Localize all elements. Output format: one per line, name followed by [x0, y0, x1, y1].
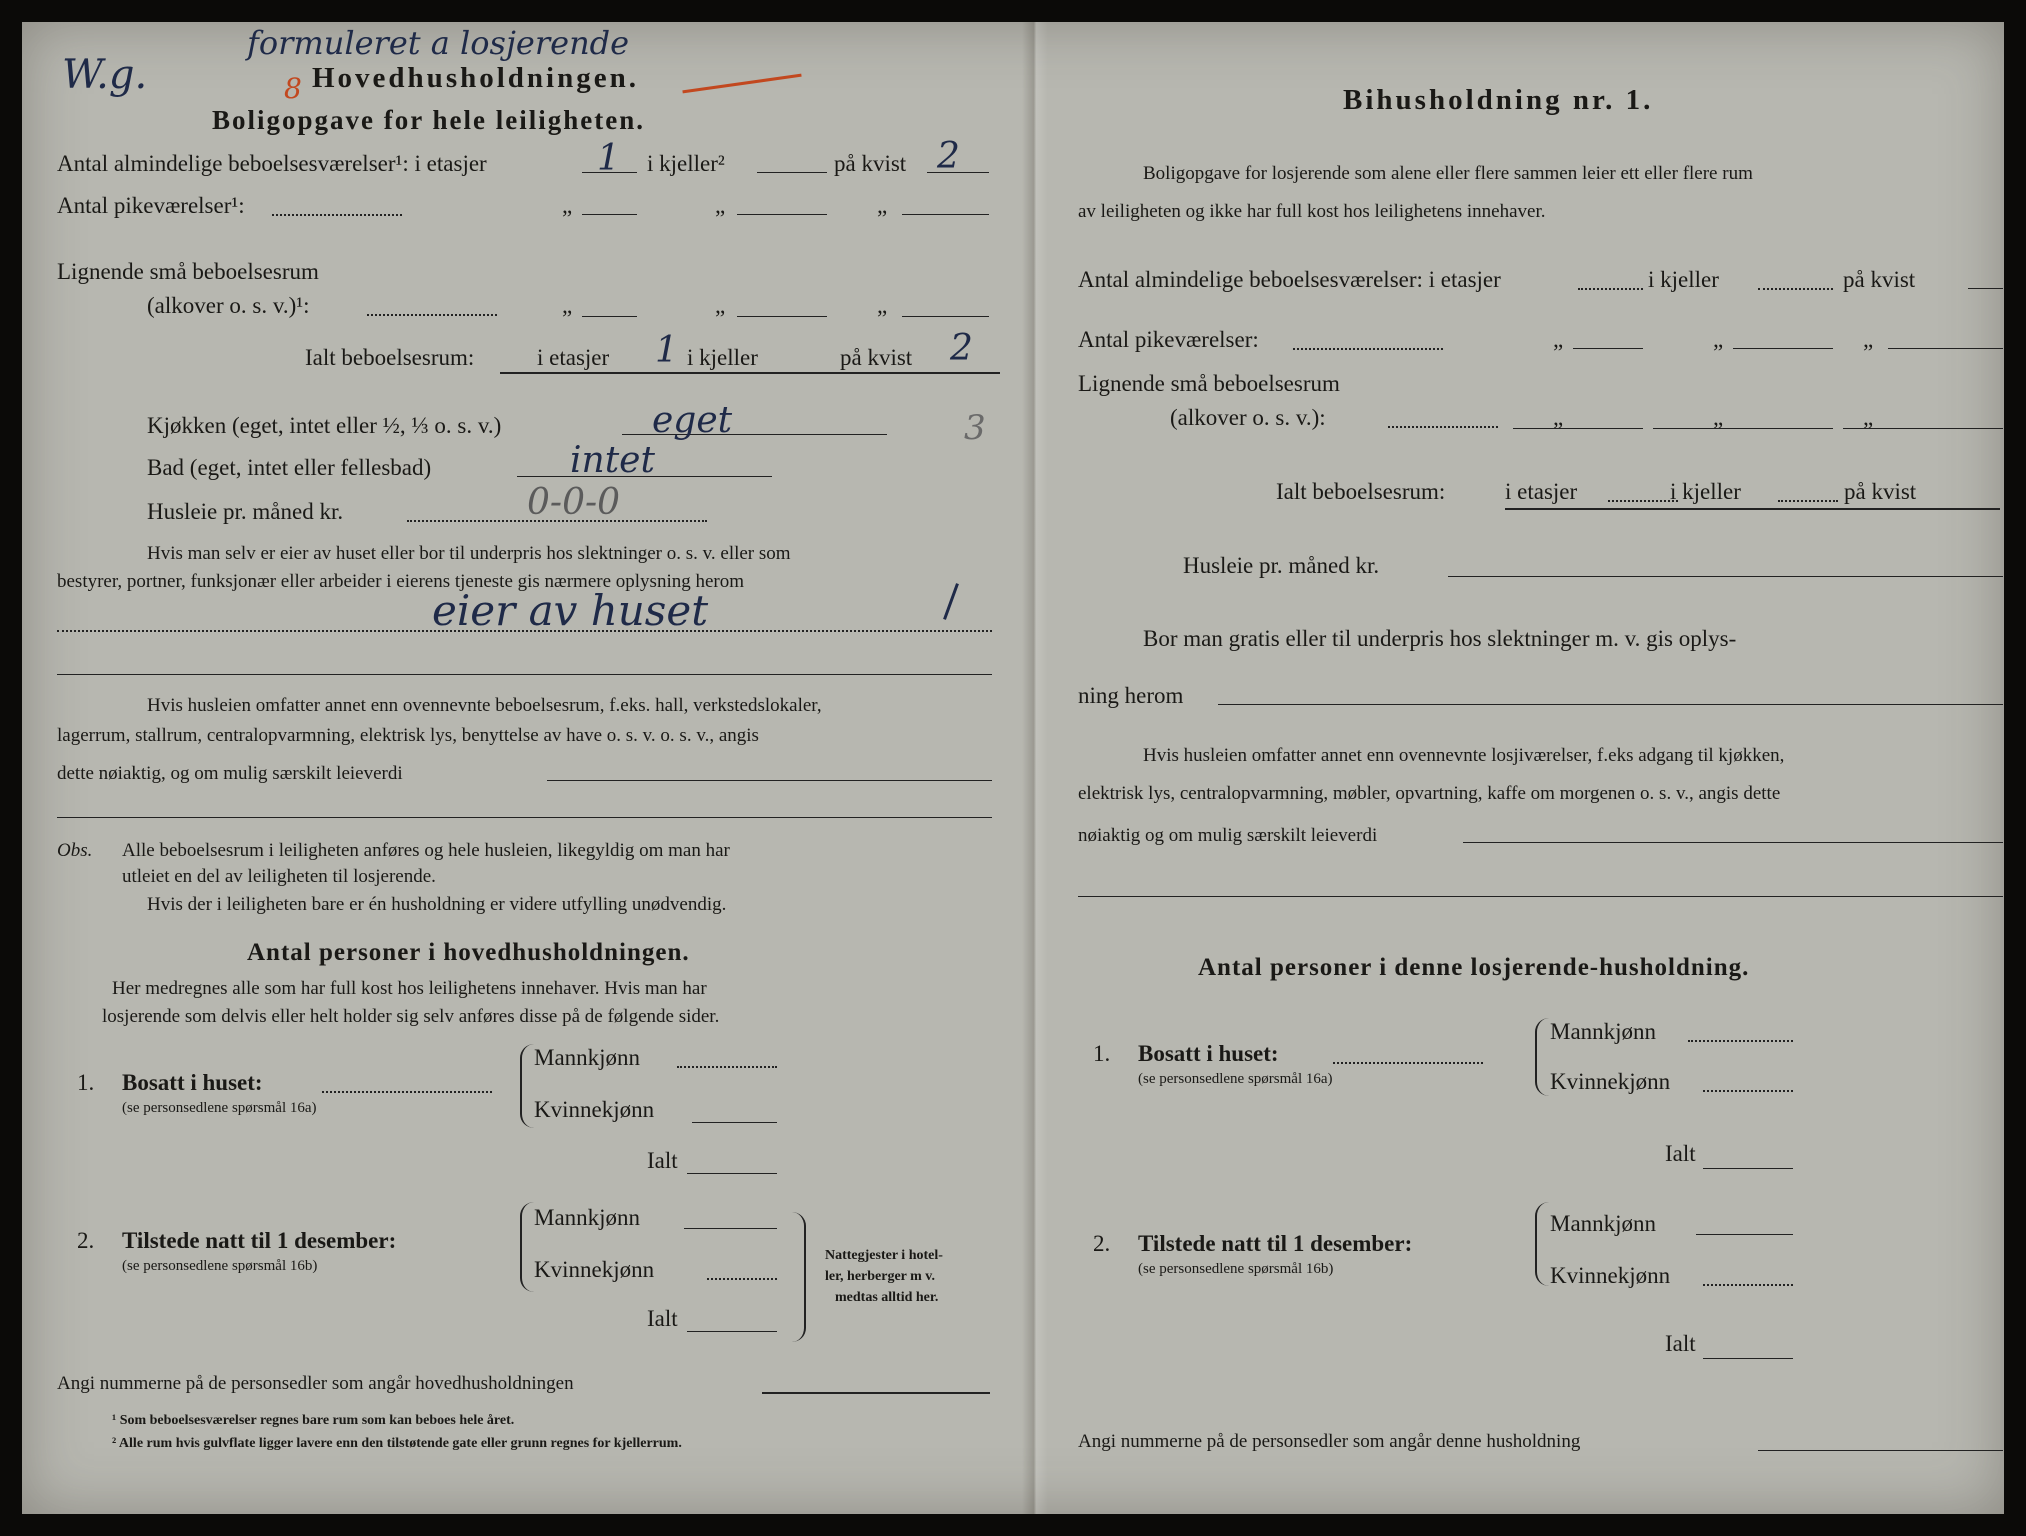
dot-leader: [272, 214, 402, 216]
rooms-label: Antal almindelige beboelsesværelser¹: i etasjer: [57, 151, 487, 176]
eier-paragraph-line: bestyrer, portner, funksjonær eller arbeider i eierens tjeneste gis nærmere oplysning herom: [57, 571, 745, 592]
obs-line: utleiet en del av leiligheten til losjerende.: [122, 866, 436, 887]
hw-oplysning: eier av huset: [432, 586, 709, 635]
alkove-sub-label: (alkover o. s. v.)¹:: [147, 293, 310, 318]
mann-label: Mannkjønn: [1550, 1211, 1657, 1236]
q2-label: Tilstede natt til 1 desember:: [122, 1228, 397, 1253]
intro-line: Boligopgave for losjerende som alene eller flere sammen leier ett eller flere rum: [1143, 163, 1753, 184]
hw-stroke: [943, 583, 959, 620]
ialt-etasjer-field[interactable]: [1608, 500, 1678, 502]
pike-label: Antal pikeværelser¹:: [57, 193, 245, 218]
kjeller-label: i kjeller: [1648, 267, 1719, 292]
left-page: [22, 22, 1022, 1514]
eier-paragraph-line: Hvis man selv er eier av huset eller bor til underpris hos slektninger o. s. v. eller som: [147, 543, 791, 564]
leieverdi-field[interactable]: [547, 780, 992, 781]
ditto-mark: „: [1863, 327, 1874, 352]
hw-kvist-2: 2: [937, 136, 960, 177]
obs-label: Obs.: [57, 840, 93, 861]
q1-ialt-field[interactable]: [1703, 1168, 1793, 1169]
page-subtitle: Boligopgave for hele leiligheten.: [212, 105, 645, 135]
angi-field[interactable]: [762, 1392, 990, 1394]
oplysning-field[interactable]: [57, 630, 992, 632]
kvist-label: på kvist: [834, 151, 907, 176]
q1-sub: (se personsedlene spørsmål 16a): [1138, 1071, 1333, 1087]
ialt-label: Ialt: [647, 1148, 678, 1173]
alkove-etasjer-field[interactable]: [1513, 428, 1643, 429]
q2-kvinne-field[interactable]: [1703, 1284, 1793, 1286]
page-title: Bihusholdning nr. 1.: [1343, 84, 1654, 116]
ialt-kvist-label: på kvist: [840, 345, 913, 370]
hw-husleie: 0-0-0: [527, 482, 621, 523]
alkove-sub-label: (alkover o. s. v.):: [1170, 405, 1326, 430]
ialt-etasjer-label: i etasjer: [1505, 479, 1578, 504]
obs-line: Alle beboelsesrum i leiligheten anføres og hele husleien, likegyldig om man har: [122, 840, 730, 861]
q1-label: Bosatt i huset:: [122, 1070, 263, 1095]
gratis-line: Bor man gratis eller til underpris hos slektninger m. v. gis oplys-: [1143, 626, 1737, 651]
losji-paragraph-line: Hvis husleien omfatter annet enn ovennevnte losjiværelser, f.eks adgang til kjøkken,: [1143, 745, 1785, 766]
rooms-label: Antal almindelige beboelsesværelser: i etasjer: [1078, 267, 1501, 292]
alkove-kvist-field[interactable]: [902, 316, 989, 317]
hw-ialt-etasjer: 1: [655, 330, 678, 371]
bad-label: Bad (eget, intet eller fellesbad): [147, 455, 432, 480]
losji-paragraph-line: nøiaktig og om mulig særskilt leieverdi: [1078, 825, 1378, 846]
kvist-label: på kvist: [1843, 267, 1916, 292]
ialt-label: Ialt beboelsesrum:: [305, 345, 475, 370]
ialt-label: Ialt: [647, 1306, 678, 1331]
ditto-mark: „: [877, 293, 888, 318]
hw-bad: intet: [570, 440, 655, 481]
q2-sub: (se personsedlene spørsmål 16b): [122, 1258, 318, 1274]
mann-label: Mannkjønn: [534, 1205, 641, 1230]
husleie-label: Husleie pr. måned kr.: [147, 499, 344, 524]
persons-title: Antal personer i hovedhusholdningen.: [247, 939, 690, 966]
hw-kjokken: eget: [652, 400, 733, 441]
handwritten-note-left: W.g.: [62, 52, 148, 98]
pike-etasjer-field[interactable]: [582, 214, 637, 215]
kvinne-label: Kvinnekjønn: [1550, 1069, 1671, 1094]
husleie-omfatter-line: lagerrum, stallrum, centralopvarmning, elektrisk lys, benyttelse av have o. s. v. o. s. v., angis: [57, 725, 759, 746]
ditto-mark: „: [1713, 327, 1724, 352]
brace-right: [790, 1212, 806, 1342]
ditto-mark: „: [715, 293, 726, 318]
kjeller-field[interactable]: [757, 172, 827, 173]
q1-kvinne-field[interactable]: [1703, 1090, 1793, 1092]
ialt-kjeller-field[interactable]: [1778, 500, 1838, 502]
kvinne-label: Kvinnekjønn: [534, 1097, 655, 1122]
intro-line: av leiligheten og ikke har full kost hos leilighetens innehaver.: [1078, 201, 1546, 222]
gratis-field[interactable]: [1218, 704, 2003, 705]
ialt-label: Ialt: [1665, 1141, 1696, 1166]
dot-leader: [1388, 426, 1498, 428]
dot-leader: [367, 314, 497, 316]
handwritten-note-top: formuleret a losjerende: [247, 24, 630, 62]
ialt-label: Ialt beboelsesrum:: [1276, 479, 1446, 504]
kjokken-label: Kjøkken (eget, intet eller ½, ⅓ o. s. v.): [147, 413, 502, 438]
alkove-kjeller-field[interactable]: [737, 316, 827, 317]
census-form-sheet: [22, 22, 2004, 1514]
q1-number: 1.: [1093, 1041, 1111, 1066]
nattegjester-note: medtas alltid her.: [835, 1290, 939, 1305]
ditto-mark: „: [562, 293, 573, 318]
page-title: Hovedhusholdningen.: [312, 62, 639, 94]
brace: [1535, 1018, 1549, 1096]
etasjer-field[interactable]: [1578, 288, 1643, 290]
brace: [520, 1202, 534, 1292]
q2-number: 2.: [77, 1228, 95, 1253]
page-fold: [1022, 22, 1048, 1514]
red-strike-mark: [682, 74, 801, 94]
leieverdi-field[interactable]: [1463, 842, 2003, 843]
persons-title: Antal personer i denne losjerende-husholdning.: [1198, 954, 1750, 981]
pike-label: Antal pikeværelser:: [1078, 327, 1259, 352]
ialt-kjeller-label: i kjeller: [687, 345, 758, 370]
q1-kvinne-field[interactable]: [692, 1122, 777, 1123]
ialt-label: Ialt: [1665, 1331, 1696, 1356]
leieverdi-field-2[interactable]: [1078, 896, 2003, 897]
ialt-etasjer-label: i etasjer: [537, 345, 610, 370]
husleie-field[interactable]: [1448, 576, 2003, 577]
alkove-label: Lignende små beboelsesrum: [1078, 371, 1340, 396]
ditto-mark: „: [1863, 405, 1874, 430]
mann-label: Mannkjønn: [534, 1045, 641, 1070]
ditto-mark: „: [1713, 405, 1724, 430]
footnote: ¹ Som beboelsesværelser regnes bare rum som kan beboes hele året.: [112, 1413, 515, 1428]
q2-ialt-field[interactable]: [1703, 1358, 1793, 1359]
ditto-mark: „: [877, 193, 888, 218]
q2-number: 2.: [1093, 1231, 1111, 1256]
angi-label: Angi nummerne på de personsedler som angår hovedhusholdningen: [57, 1373, 574, 1394]
handwritten-number-8: 8: [284, 72, 302, 105]
kjeller-label: i kjeller²: [647, 151, 725, 176]
leieverdi-field-2[interactable]: [57, 817, 992, 818]
ditto-mark: „: [1553, 327, 1564, 352]
ditto-mark: „: [562, 193, 573, 218]
kvinne-label: Kvinnekjønn: [1550, 1263, 1671, 1288]
right-page: [1048, 22, 2004, 1514]
persons-intro-line: losjerende som delvis eller helt holder sig selv anføres disse på de følgende sider.: [102, 1006, 720, 1027]
pike-etasjer-field[interactable]: [1573, 348, 1643, 349]
brace: [1535, 1202, 1549, 1286]
husleie-label: Husleie pr. måned kr.: [1183, 553, 1380, 578]
footnote: ² Alle rum hvis gulvflate ligger lavere enn den tilstøtende gate eller grunn regnes for kjellerrum.: [112, 1436, 682, 1451]
dot-leader: [322, 1091, 492, 1093]
q1-label: Bosatt i huset:: [1138, 1041, 1279, 1066]
q2-label: Tilstede natt til 1 desember:: [1138, 1231, 1413, 1256]
kvist-field[interactable]: [1968, 288, 2003, 289]
hw-etasjer-1: 1: [597, 138, 620, 179]
pike-kvist-field[interactable]: [1888, 348, 2003, 349]
ialt-underline: [500, 372, 1000, 374]
alkove-kvist-field[interactable]: [1843, 428, 2003, 429]
pike-kjeller-field[interactable]: [1733, 348, 1833, 349]
q2-kvinne-field[interactable]: [707, 1278, 777, 1280]
brace: [520, 1044, 534, 1128]
oplysning-field-2[interactable]: [57, 674, 992, 675]
husleie-omfatter-line: Hvis husleien omfatter annet enn ovennevnte beboelsesrum, f.eks. hall, verkstedslokaler,: [147, 695, 822, 716]
husleie-omfatter-line: dette nøiaktig, og om mulig særskilt leieverdi: [57, 763, 403, 784]
q2-mann-field[interactable]: [684, 1228, 777, 1229]
dot-leader: [1293, 348, 1443, 350]
alkove-kjeller-field[interactable]: [1653, 428, 1833, 429]
dot-leader: [1333, 1062, 1483, 1064]
q1-ialt-field[interactable]: [687, 1173, 777, 1174]
pike-kvist-field[interactable]: [902, 214, 989, 215]
q2-sub: (se personsedlene spørsmål 16b): [1138, 1261, 1334, 1277]
ialt-underline: [1505, 508, 2000, 510]
mann-label: Mannkjønn: [1550, 1019, 1657, 1044]
q1-mann-field[interactable]: [1688, 1040, 1793, 1042]
alkove-etasjer-field[interactable]: [582, 316, 637, 317]
ialt-kjeller-label: i kjeller: [1670, 479, 1741, 504]
nattegjester-note: ler, herberger m v.: [825, 1269, 936, 1284]
kvinne-label: Kvinnekjønn: [534, 1257, 655, 1282]
kjeller-field[interactable]: [1758, 288, 1833, 290]
gratis-line: ning herom: [1078, 683, 1184, 708]
alkove-label: Lignende små beboelsesrum: [57, 259, 319, 284]
pike-kjeller-field[interactable]: [737, 214, 827, 215]
losji-paragraph-line: elektrisk lys, centralopvarmning, møbler, opvartning, kaffe om morgenen o. s. v., angis dette: [1078, 783, 1781, 804]
angi-label: Angi nummerne på de personsedler som angår denne husholdning: [1078, 1431, 1581, 1452]
angi-field[interactable]: [1758, 1450, 2003, 1451]
q2-mann-field[interactable]: [1696, 1234, 1793, 1235]
q1-number: 1.: [77, 1070, 95, 1095]
ialt-kvist-label: på kvist: [1844, 479, 1917, 504]
q1-sub: (se personsedlene spørsmål 16a): [122, 1100, 317, 1116]
ditto-mark: „: [715, 193, 726, 218]
persons-intro-line: Her medregnes alle som har full kost hos leilighetens innehaver. Hvis man har: [112, 978, 707, 999]
q1-mann-field[interactable]: [677, 1066, 777, 1068]
q2-ialt-field[interactable]: [687, 1331, 777, 1332]
obs-line: Hvis der i leiligheten bare er én husholdning er videre utfylling unødvendig.: [147, 894, 727, 915]
ditto-mark: „: [1553, 405, 1564, 430]
hw-ialt-kvist: 2: [950, 328, 973, 369]
hw-total-3: 3: [964, 408, 986, 448]
nattegjester-note: Nattegjester i hotel-: [825, 1248, 943, 1263]
